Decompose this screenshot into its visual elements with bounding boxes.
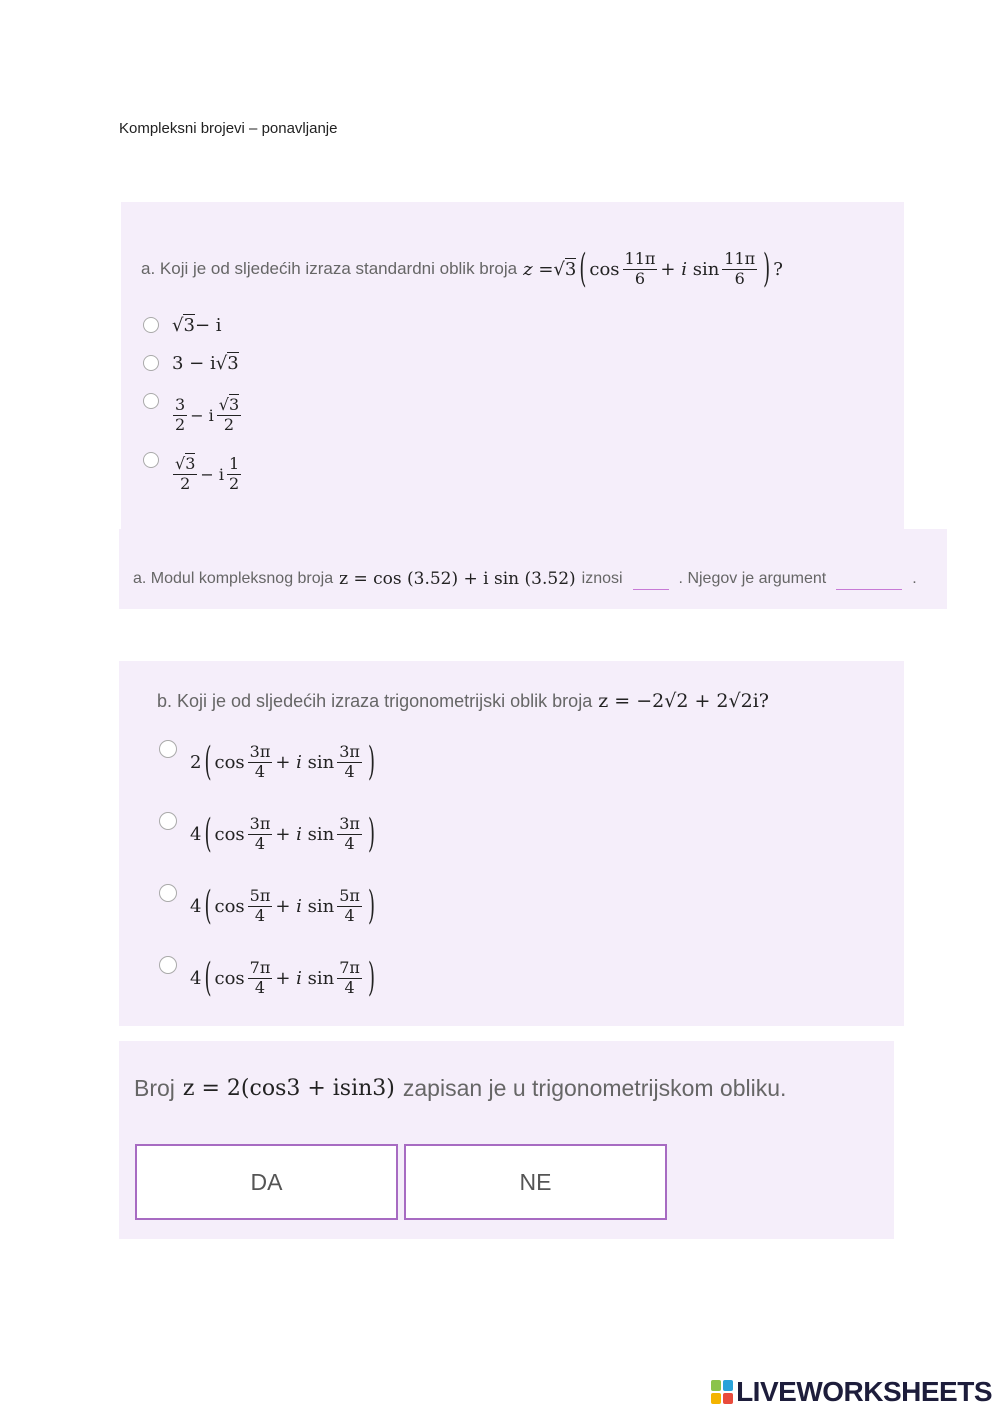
question-2-end: .: [912, 570, 917, 587]
q1-option-2[interactable]: 3 − i √3: [172, 352, 239, 374]
q1-option-4[interactable]: $\frac{√3}{2}$ − i $\frac{1}{2}$: [175, 454, 240, 493]
q3-option-2-radio[interactable]: [159, 812, 177, 830]
document-title: Kompleksni brojevi – ponavljanje: [119, 120, 338, 137]
sqrt3-expr: √3: [553, 258, 577, 280]
q1-option-4-radio[interactable]: [143, 452, 159, 468]
plus-i-sin: + i sin: [660, 258, 720, 280]
q3-option-1-radio[interactable]: [159, 740, 177, 758]
right-paren: ): [763, 245, 771, 293]
modulus-answer-field[interactable]: [633, 569, 669, 590]
cos-label: cos: [589, 258, 620, 280]
question-1-text: a. Koji je od sljedećih izraza standardni oblik broja: [141, 259, 518, 278]
q1-option-2-radio[interactable]: [143, 355, 159, 371]
q1-option-3[interactable]: $\frac{3}{2}$ − i $\frac{√3}{2}$: [175, 395, 240, 434]
question-3-expression: z = −2√2 + 2√2i?: [598, 690, 769, 712]
question-4-expression: z = 2(cos3 + isin3): [182, 1075, 395, 1101]
q3-option-4[interactable]: 4 ( cos $\frac{7\pi}{4}$ + i sin $\frac{7\pi}{4}$ ): [190, 954, 375, 1002]
question-4-post: zapisan je u trigonometrijskom obliku.: [402, 1074, 787, 1101]
question-4-pre: Broj: [134, 1074, 175, 1101]
angle-fraction-2: $\frac{11\pi}{6}$: [724, 249, 756, 288]
q1-option-1[interactable]: √3 − i: [172, 314, 222, 336]
q1-option-1-radio[interactable]: [143, 317, 159, 333]
q3-option-3[interactable]: 4 ( cos $\frac{5\pi}{4}$ + i sin $\frac{5\pi}{4}$ ): [190, 882, 375, 930]
left-paren: (: [579, 245, 587, 293]
question-1-prompt: [141, 244, 783, 294]
question-2-mid2-text: . Njegov je argument: [678, 570, 827, 587]
question-2-text: a. Modul kompleksnog broja: [133, 570, 334, 587]
brand-name: LIVEWORKSHEETS: [736, 1376, 992, 1407]
q1-option-3-radio[interactable]: [143, 393, 159, 409]
question-3-prompt: [157, 686, 769, 716]
question-3-text: b. Koji je od sljedećih izraza trigonometrijski oblik broja: [157, 690, 593, 711]
question-4-prompt: [134, 1070, 786, 1106]
no-button[interactable]: NE: [404, 1144, 667, 1220]
q3-option-1[interactable]: 2 ( cos $\frac{3\pi}{4}$ + i sin $\frac{3\pi}{4}$ ): [190, 738, 375, 786]
question-2-mid-text: iznosi: [581, 570, 623, 587]
q3-option-3-radio[interactable]: [159, 884, 177, 902]
question-mark: ?: [773, 258, 783, 280]
liveworksheets-logo: [711, 1376, 992, 1408]
angle-fraction: $\frac{11\pi}{6}$: [624, 249, 656, 288]
q3-option-4-radio[interactable]: [159, 956, 177, 974]
yes-button[interactable]: DA: [135, 1144, 398, 1220]
argument-answer-field[interactable]: [836, 569, 902, 590]
question-2-expression: z = cos (3.52) + i sin (3.52): [339, 569, 576, 589]
question-1-variable: z =: [523, 258, 554, 280]
question-2-row: [133, 565, 917, 593]
q3-option-2[interactable]: 4 ( cos $\frac{3\pi}{4}$ + i sin $\frac{3\pi}{4}$ ): [190, 810, 375, 858]
liveworksheets-icon: [711, 1380, 733, 1404]
